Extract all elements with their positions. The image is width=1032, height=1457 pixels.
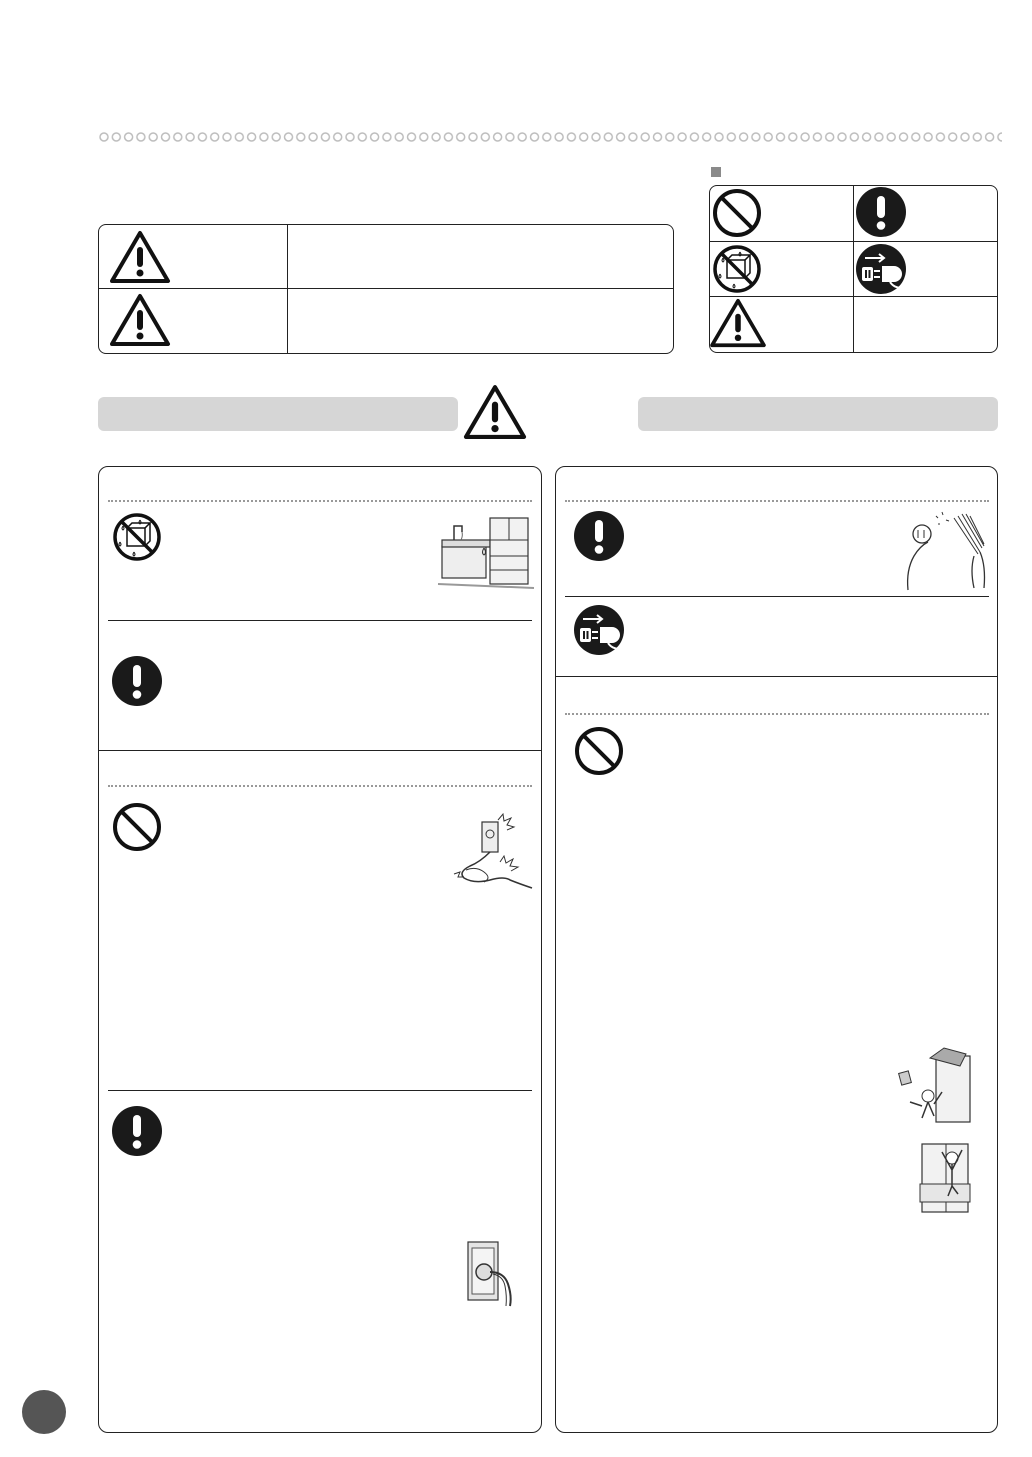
- cleaning-plug-illustration: [900, 510, 992, 592]
- decorative-dot-row: [98, 131, 1002, 143]
- unplug-icon: [856, 244, 906, 294]
- severity-table-divider: [287, 225, 288, 353]
- wall-outlet-illustration: [462, 1238, 522, 1310]
- prohibition-icon: [112, 802, 162, 852]
- group-heading-underline: [565, 713, 989, 715]
- child-climbing-illustration: [892, 1046, 976, 1128]
- mandatory-action-icon: [112, 1106, 162, 1156]
- group-divider: [556, 676, 997, 677]
- legend-bullet: [711, 167, 721, 177]
- item-divider: [108, 620, 532, 621]
- caution-triangle-icon: [110, 293, 170, 347]
- group-divider: [99, 750, 541, 751]
- caution-triangle-icon: [710, 298, 766, 348]
- group-heading-underline: [108, 500, 532, 502]
- section-banner-left: [98, 397, 458, 431]
- mandatory-action-icon: [856, 187, 906, 237]
- mandatory-action-icon: [574, 511, 624, 561]
- damaged-plug-illustration: [446, 812, 542, 896]
- warning-triangle-icon: [462, 384, 528, 440]
- item-divider: [108, 1090, 532, 1091]
- group-heading-underline: [108, 785, 532, 787]
- legend-divider: [853, 186, 854, 352]
- unplug-icon: [574, 605, 624, 655]
- no-water-icon: [712, 244, 762, 294]
- mandatory-action-icon: [112, 656, 162, 706]
- severity-table: [98, 224, 674, 354]
- prohibition-icon: [574, 726, 624, 776]
- section-banner-right: [638, 397, 998, 431]
- group-heading-underline: [565, 500, 989, 502]
- severity-table-row-divider: [99, 288, 673, 289]
- child-hanging-door-illustration: [916, 1136, 976, 1218]
- legend-row-divider: [710, 241, 997, 242]
- no-water-icon: [112, 512, 162, 562]
- warning-triangle-icon: [110, 230, 170, 284]
- item-divider: [565, 596, 989, 597]
- prohibition-icon: [712, 188, 762, 238]
- refrigerator-sink-illustration: [438, 512, 534, 592]
- legend-row-divider: [710, 296, 997, 297]
- page-number: [22, 1390, 66, 1434]
